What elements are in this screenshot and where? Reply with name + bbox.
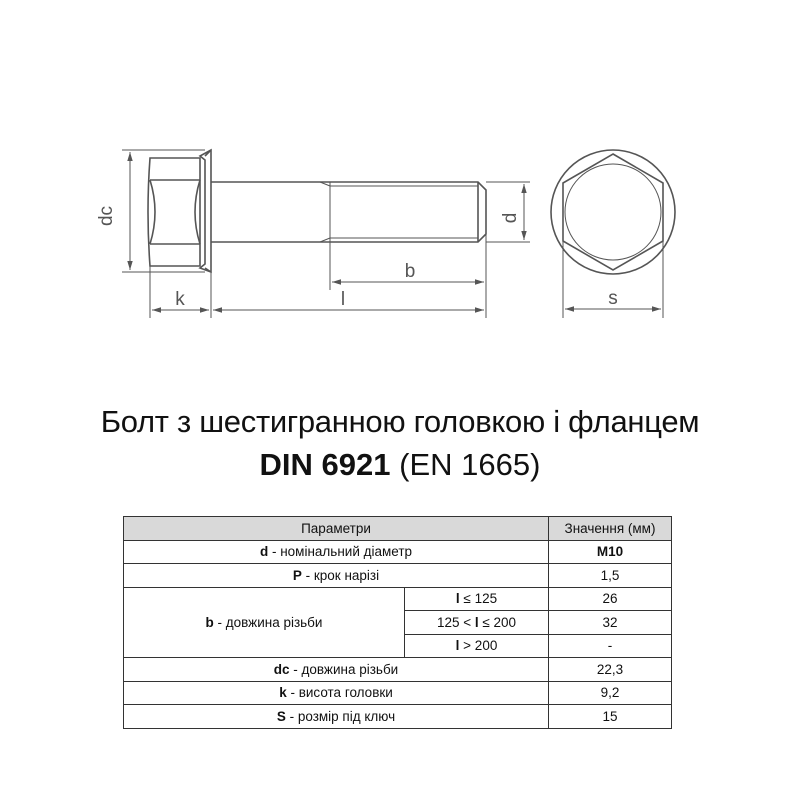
table-row: [124, 587, 672, 611]
table-row: [124, 564, 672, 588]
value-cell: M10: [549, 540, 672, 564]
hexagon: [563, 154, 663, 270]
bolt-shank: [211, 182, 486, 242]
condition-cell: l ≤ 125: [405, 587, 549, 611]
bolt-flange: [200, 150, 211, 272]
condition-cell: 125 < l ≤ 200: [405, 611, 549, 635]
value-cell: 15: [549, 705, 672, 729]
table-row: [124, 540, 672, 564]
value-cell: 22,3: [549, 658, 672, 682]
bolt-side-view: [148, 150, 486, 272]
param-cell: S - розмір під ключ: [124, 705, 549, 729]
dc-label: dc: [96, 205, 117, 227]
table-row: [124, 705, 672, 729]
header-params: Параметри: [124, 517, 549, 541]
condition-cell: l > 200: [405, 634, 549, 658]
param-cell: d - номінальний діаметр: [124, 540, 549, 564]
param-cell: b - довжина різьби: [124, 587, 405, 658]
value-cell: 1,5: [549, 564, 672, 588]
alt-standard-code: (EN 1665): [399, 447, 541, 482]
param-cell: k - висота головки: [124, 681, 549, 705]
table-row: [124, 658, 672, 682]
product-title: Болт з шестигранною головкою і фланцем: [100, 404, 700, 439]
param-cell: dc - довжина різьби: [124, 658, 549, 682]
d-label: d: [500, 212, 521, 224]
param-cell: P - крок нарізі: [124, 564, 549, 588]
inner-circle: [565, 164, 661, 260]
flange-circle: [551, 150, 675, 274]
value-cell: 32: [549, 611, 672, 635]
specification-table: [123, 516, 672, 729]
value-cell: 9,2: [549, 681, 672, 705]
b-label: b: [404, 261, 416, 282]
table-row: [124, 681, 672, 705]
value-cell: 26: [549, 587, 672, 611]
header-value: Значення (мм): [549, 517, 672, 541]
k-label: k: [175, 289, 185, 310]
table-header-row: [124, 517, 672, 541]
standard-code: DIN 6921: [259, 447, 391, 482]
s-label: s: [608, 288, 618, 309]
product-standard: [0, 447, 800, 483]
value-cell: -: [549, 634, 672, 658]
l-label: l: [340, 289, 346, 310]
bolt-end-view: [551, 150, 675, 274]
